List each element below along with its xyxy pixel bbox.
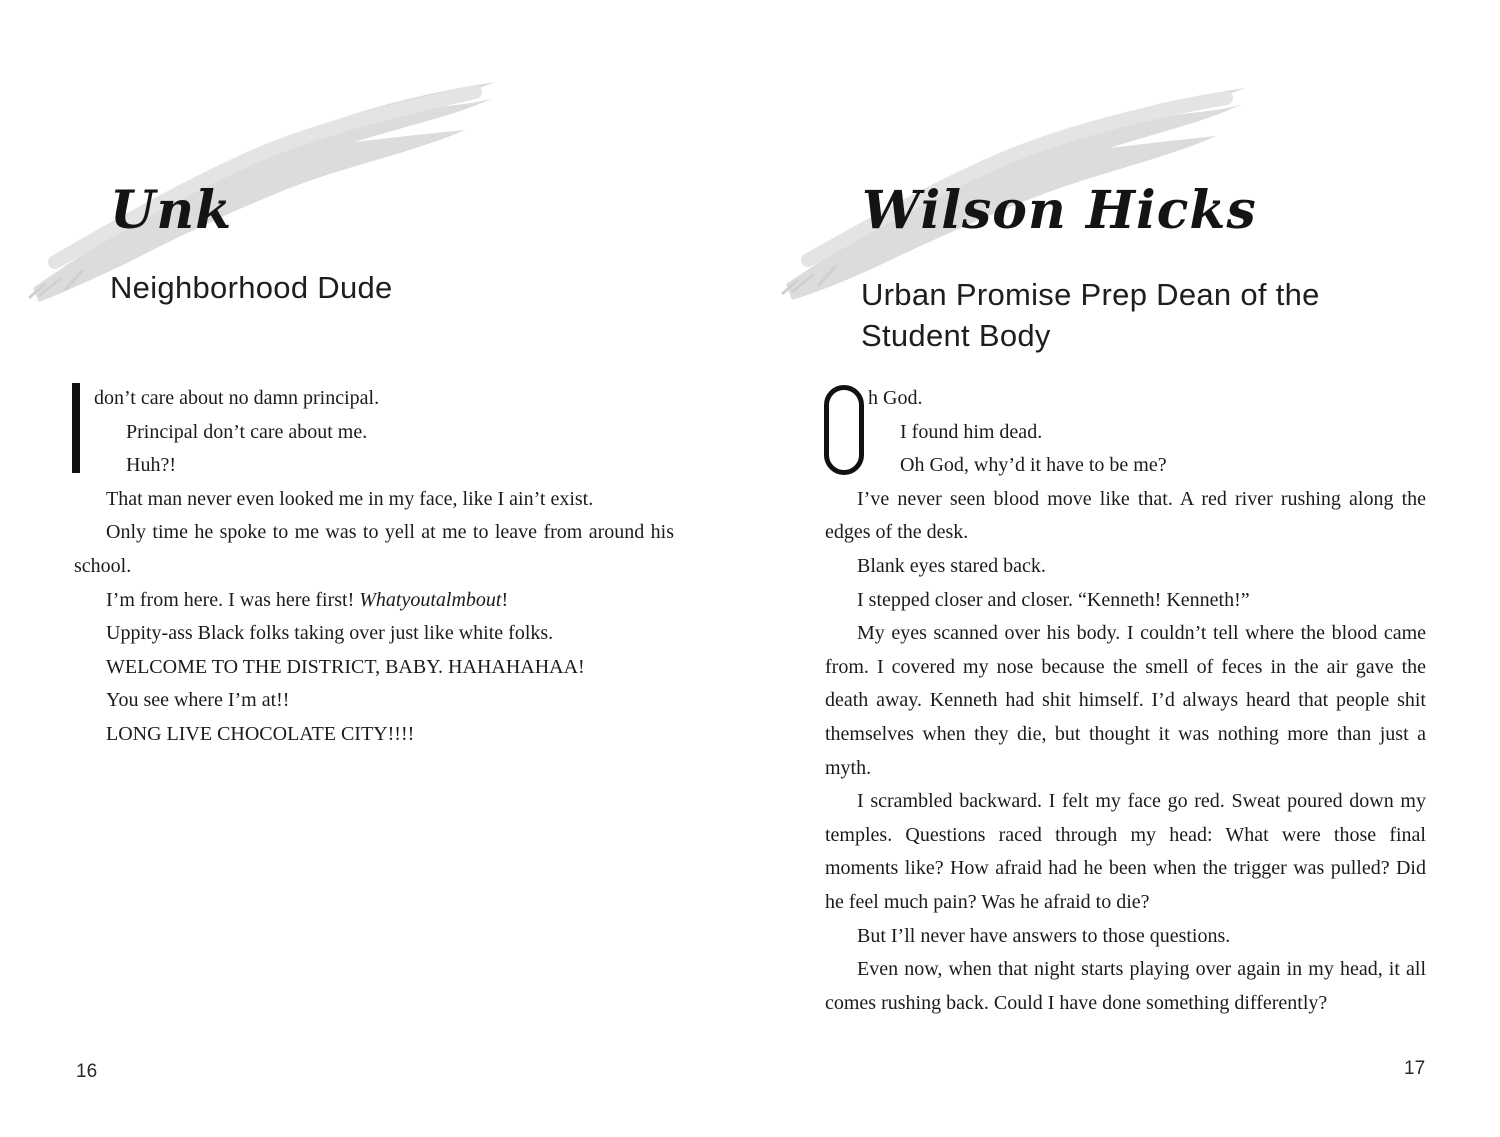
paragraph: That man never even looked me in my face, like I ain’t exist. xyxy=(106,487,594,510)
lead-line: h God. xyxy=(868,387,923,409)
chapter-body xyxy=(825,382,1426,1020)
character-name: Unk xyxy=(110,180,233,241)
paragraph: You see where I’m at!! xyxy=(106,689,290,712)
character-role-line: Urban Promise Prep Dean of the xyxy=(861,277,1320,312)
paragraph: Even now, when that night starts playing over again in my head, it all comes rushing back. Could I have done something differently? xyxy=(825,958,1426,1014)
lead-line: Principal don’t care about me. xyxy=(126,420,368,443)
paragraph: Uppity-ass Black folks taking over just like white folks. xyxy=(106,622,554,645)
paragraph-text: I’m from here. I was here first! xyxy=(106,588,360,611)
lead-line: I found him dead. xyxy=(900,420,1043,443)
paragraph: I scrambled backward. I felt my face go red. Sweat poured down my temples. Questions raced through my head: What were those final moments like? How afraid had he been when the trigger was pulled? Did he feel much pain? Was he afraid to die? xyxy=(825,790,1426,913)
paragraph: I’ve never seen blood move like that. A red river rushing along the edges of the desk. xyxy=(825,487,1426,544)
paragraph: My eyes scanned over his body. I couldn’t tell where the blood came from. I covered my nose because the smell of feces in the air gave the death away. Kenneth had shit himself. I’d always heard that people shit themselves when they die, but thought it was nothing more than just a myth. xyxy=(825,622,1426,779)
page-number: 17 xyxy=(1404,1058,1426,1079)
character-role: Neighborhood Dude xyxy=(110,270,393,305)
paragraph: Only time he spoke to me was to yell at me to leave from around his school. xyxy=(74,521,674,577)
character-role xyxy=(861,274,1320,356)
character-name: Wilson Hicks xyxy=(862,180,1257,241)
paragraph xyxy=(74,584,674,618)
paragraph: LONG LIVE CHOCOLATE CITY!!!! xyxy=(106,722,415,745)
character-role-line: Student Body xyxy=(861,318,1051,353)
lead-line: don’t care about no damn principal. xyxy=(94,387,380,409)
right-page xyxy=(750,0,1500,1137)
paragraph: WELCOME TO THE DISTRICT, BABY. HAHAHAHAA! xyxy=(106,655,585,678)
lead-line: Huh?! xyxy=(126,454,176,477)
lead-line: Oh God, why’d it have to be me? xyxy=(900,454,1167,477)
italic-word: Whatyoutalmbout xyxy=(359,588,502,611)
paragraph: Blank eyes stared back. xyxy=(857,554,1046,577)
chapter-body xyxy=(74,382,674,752)
paragraph: I stepped closer and closer. “Kenneth! Kenneth!” xyxy=(857,588,1250,611)
page-number: 16 xyxy=(76,1061,98,1082)
paragraph: But I’ll never have answers to those questions. xyxy=(857,924,1231,947)
italic-suffix: ! xyxy=(501,588,509,611)
